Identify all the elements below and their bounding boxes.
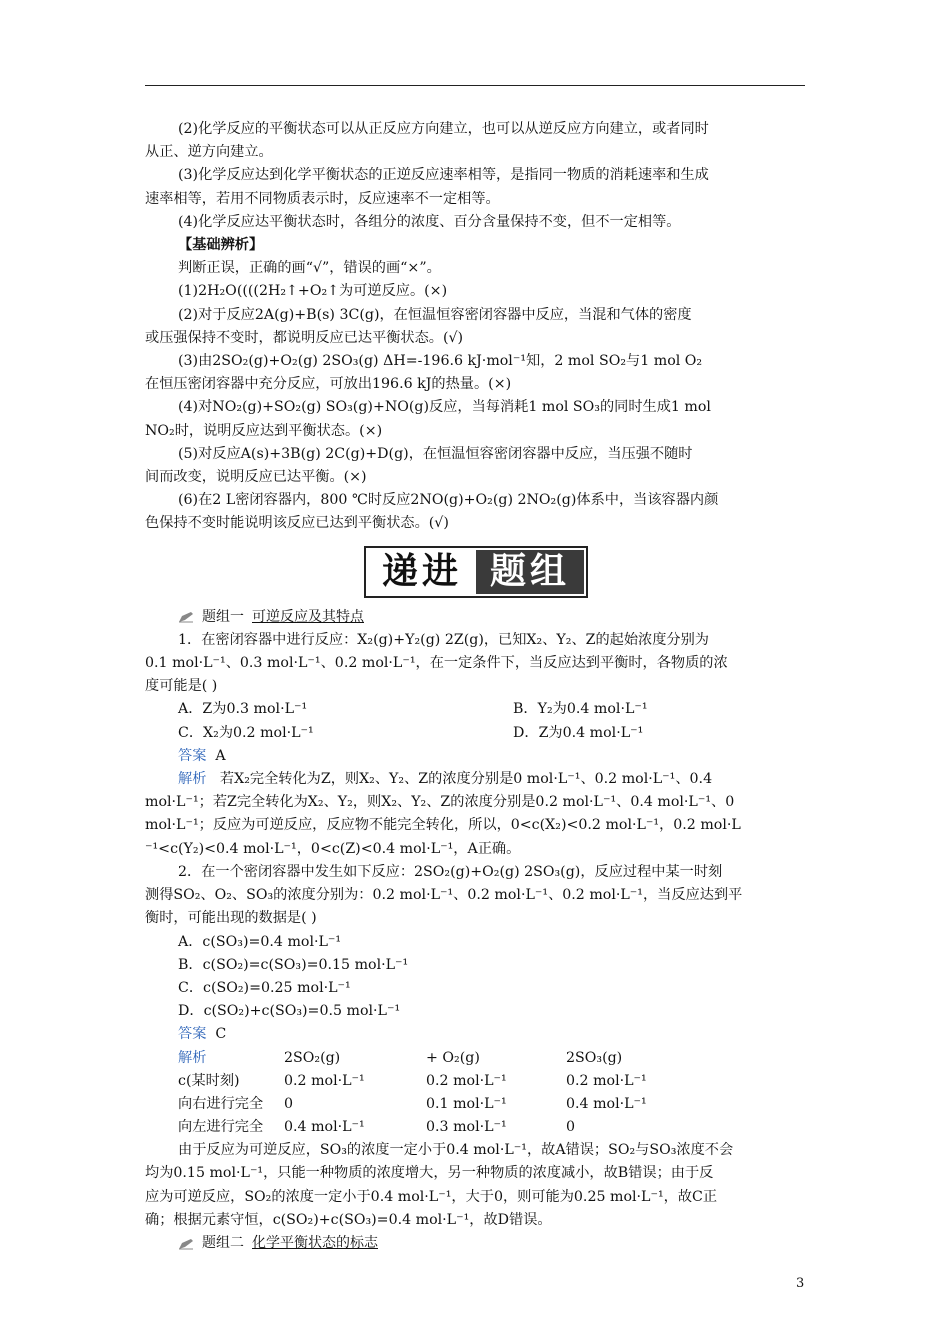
judge-6a: (6)在2 L密闭容器内，800 ℃时反应2NO(g)+O₂(g) 2NO₂(g)体系中，当该容器内颜 <box>178 492 719 509</box>
table-cell: + O₂(g) <box>426 1049 480 1066</box>
point-2a: (2)化学反应的平衡状态可以从正反应方向建立，也可以从逆反应方向建立，或者同时 <box>178 121 709 137</box>
point-3b: 速率相等，若用不同物质表示时，反应速率不一定相等。 <box>145 190 500 207</box>
group-1-title: 可逆反应及其特点 <box>252 608 364 625</box>
table-row <box>178 1116 807 1139</box>
point-4: (4)化学反应达平衡状态时，各组分的浓度、百分含量保持不变，但不一定相等。 <box>178 213 681 230</box>
basic-intro: 判断正误，正确的画“√”，错误的画“×”。 <box>178 260 441 277</box>
table-cell: c(某时刻) <box>178 1072 240 1089</box>
q1-answer-value: A <box>215 747 226 764</box>
q1-analysis-3: mol·L⁻¹；反应为可逆反应，反应物不能完全转化，所以，0<c(X₂)<0.2 mol·L⁻¹，0.2 mol·L <box>145 817 741 834</box>
table-cell: 0.2 mol·L⁻¹ <box>566 1072 647 1089</box>
q1-analysis-text-1: 若X₂完全转化为Z，则X₂、Y₂、Z的浓度分别是0 mol·L⁻¹、0.2 mol·L⁻¹、0.4 <box>219 771 713 788</box>
q2-answer-label: 答案 <box>178 1026 207 1043</box>
q1-option-d: D．Z为0.4 mol·L⁻¹ <box>513 724 644 741</box>
group-1-heading <box>145 606 807 629</box>
group-2-heading <box>145 1232 807 1255</box>
q1-analysis-2: mol·L⁻¹；若Z完全转化为X₂、Y₂，则X₂、Y₂、Z的浓度分别是0.2 mol·L⁻¹、0.4 mol·L⁻¹、0 <box>145 794 735 811</box>
banner-right: 题组 <box>476 550 584 594</box>
basic-heading: 【基础辨析】 <box>178 237 264 254</box>
q2-answer <box>145 1023 807 1046</box>
judge-6b: 色保持不变时能说明该反应已达到平衡状态。(√) <box>145 515 449 532</box>
q2-stem-3: 衡时，可能出现的数据是( ) <box>145 910 317 927</box>
q1-option-c: C．X₂为0.2 mol·L⁻¹ <box>178 724 314 741</box>
judge-5b: 间而改变，说明反应已达平衡。(×) <box>145 469 367 486</box>
q1-option-a: A．Z为0.3 mol·L⁻¹ <box>178 701 308 718</box>
q1-answer-label: 答案 <box>178 747 207 764</box>
banner-left: 递进 <box>368 550 476 594</box>
q1-stem-2: 0.1 mol·L⁻¹、0.3 mol·L⁻¹、0.2 mol·L⁻¹，在一定条件下，当反应达到平衡时，各物质的浓 <box>145 655 728 672</box>
q2-analysis-4: 确；根据元素守恒，c(SO₂)+c(SO₃)=0.4 mol·L⁻¹，故D错误。 <box>145 1211 552 1228</box>
point-2b: 从正、逆方向建立。 <box>145 144 273 161</box>
table-cell: 0.4 mol·L⁻¹ <box>284 1119 365 1136</box>
q2-option-d: D．c(SO₂)+c(SO₃)=0.5 mol·L⁻¹ <box>178 1003 401 1020</box>
table-cell: 0.3 mol·L⁻¹ <box>426 1119 507 1136</box>
q1-options-row-2 <box>145 722 807 745</box>
judge-4b: NO₂时，说明反应达到平衡状态。(×) <box>145 422 383 439</box>
q1-answer <box>145 745 807 768</box>
q2-analysis-3: 应为可逆反应，SO₂的浓度一定小于0.4 mol·L⁻¹，大于0，则可能为0.25 mol·L⁻¹，故C正 <box>145 1188 718 1205</box>
q1-stem-1: 1．在密闭容器中进行反应：X₂(g)+Y₂(g) 2Z(g)，已知X₂、Y₂、Z的起始浓度分别为 <box>178 631 709 648</box>
q2-option-b: B．c(SO₂)=c(SO₃)=0.15 mol·L⁻¹ <box>178 956 409 973</box>
q2-analysis-2: 均为0.15 mol·L⁻¹，只能一种物质的浓度增大，另一种物质的浓度减小，故B错误；由于反 <box>145 1165 714 1182</box>
point-3a: (3)化学反应达到化学平衡状态的正逆反应速率相等，是指同一物质的消耗速率和生成 <box>178 167 709 184</box>
table-row <box>178 1047 807 1070</box>
judge-5a: (5)对反应A(s)+3B(g) 2C(g)+D(g)，在恒温恒容密闭容器中反应，当压强不随时 <box>178 445 693 462</box>
table-cell: 0 <box>284 1095 294 1112</box>
q2-option-c: C．c(SO₂)=0.25 mol·L⁻¹ <box>178 979 351 996</box>
judge-4a: (4)对NO₂(g)+SO₂(g) SO₃(g)+NO(g)反应，当每消耗1 mol SO₃的同时生成1 mol <box>178 399 711 416</box>
judge-1: (1)2H₂O((((2H₂↑+O₂↑为可逆反应。(×) <box>178 283 448 300</box>
q2-analysis-1: 由于反应为可逆反应，SO₃的浓度一定小于0.4 mol·L⁻¹，故A错误；SO₂与SO₃浓度不会 <box>178 1142 734 1159</box>
q2-option-a: A．c(SO₃)=0.4 mol·L⁻¹ <box>178 933 342 950</box>
table-cell: 0.2 mol·L⁻¹ <box>284 1072 365 1089</box>
judge-2a: (2)对于反应2A(g)+B(s) 3C(g)，在恒温恒容密闭容器中反应，当混和气体的密度 <box>178 306 692 323</box>
q1-analysis-4: ⁻¹<c(Y₂)<0.4 mol·L⁻¹，0<c(Z)<0.4 mol·L⁻¹，A正确。 <box>145 840 521 857</box>
table-cell: 0 <box>566 1119 576 1136</box>
q1-analysis-1 <box>145 768 807 791</box>
section-banner <box>145 546 807 598</box>
table-cell: 0.4 mol·L⁻¹ <box>566 1095 647 1112</box>
table-cell: 0.1 mol·L⁻¹ <box>426 1095 507 1112</box>
q1-options-row-1 <box>145 698 807 721</box>
q1-option-b: B．Y₂为0.4 mol·L⁻¹ <box>513 701 648 718</box>
table-cell: 2SO₂(g) <box>284 1049 341 1066</box>
q2-analysis-label: 解析 <box>178 1049 207 1066</box>
q2-analysis-table <box>145 1047 807 1140</box>
pencil-icon <box>178 1238 194 1250</box>
group-1-label: 题组一 <box>202 608 244 625</box>
q2-stem-1: 2．在一个密闭容器中发生如下反应：2SO₂(g)+O₂(g) 2SO₃(g)，反应过程中某一时刻 <box>178 863 723 880</box>
table-cell: 2SO₃(g) <box>566 1049 623 1066</box>
pencil-icon <box>178 611 194 623</box>
table-cell: 向右进行完全 <box>178 1095 264 1112</box>
group-2-title: 化学平衡状态的标志 <box>252 1235 378 1252</box>
judge-3a: (3)由2SO₂(g)+O₂(g) 2SO₃(g) ΔH=-196.6 kJ·mol⁻¹知，2 mol SO₂与1 mol O₂ <box>178 353 703 370</box>
table-row <box>178 1093 807 1116</box>
group-2-label: 题组二 <box>202 1235 244 1252</box>
q2-answer-value: C <box>215 1026 227 1043</box>
q1-analysis-label: 解析 <box>178 771 207 788</box>
header-rule <box>145 85 805 86</box>
judge-2b: 或压强保持不变时，都说明反应已达平衡状态。(√) <box>145 329 464 346</box>
judge-3b: 在恒压密闭容器中充分反应，可放出196.6 kJ的热量。(×) <box>145 376 512 393</box>
q2-stem-2: 测得SO₂、O₂、SO₃的浓度分别为：0.2 mol·L⁻¹、0.2 mol·L⁻¹、0.2 mol·L⁻¹，当反应达到平 <box>145 887 743 904</box>
document-body <box>145 118 807 1255</box>
q1-stem-3: 度可能是( ) <box>145 678 218 695</box>
table-cell: 0.2 mol·L⁻¹ <box>426 1072 507 1089</box>
table-cell: 向左进行完全 <box>178 1119 264 1136</box>
page-number: 3 <box>796 1276 805 1291</box>
table-row <box>178 1070 807 1093</box>
